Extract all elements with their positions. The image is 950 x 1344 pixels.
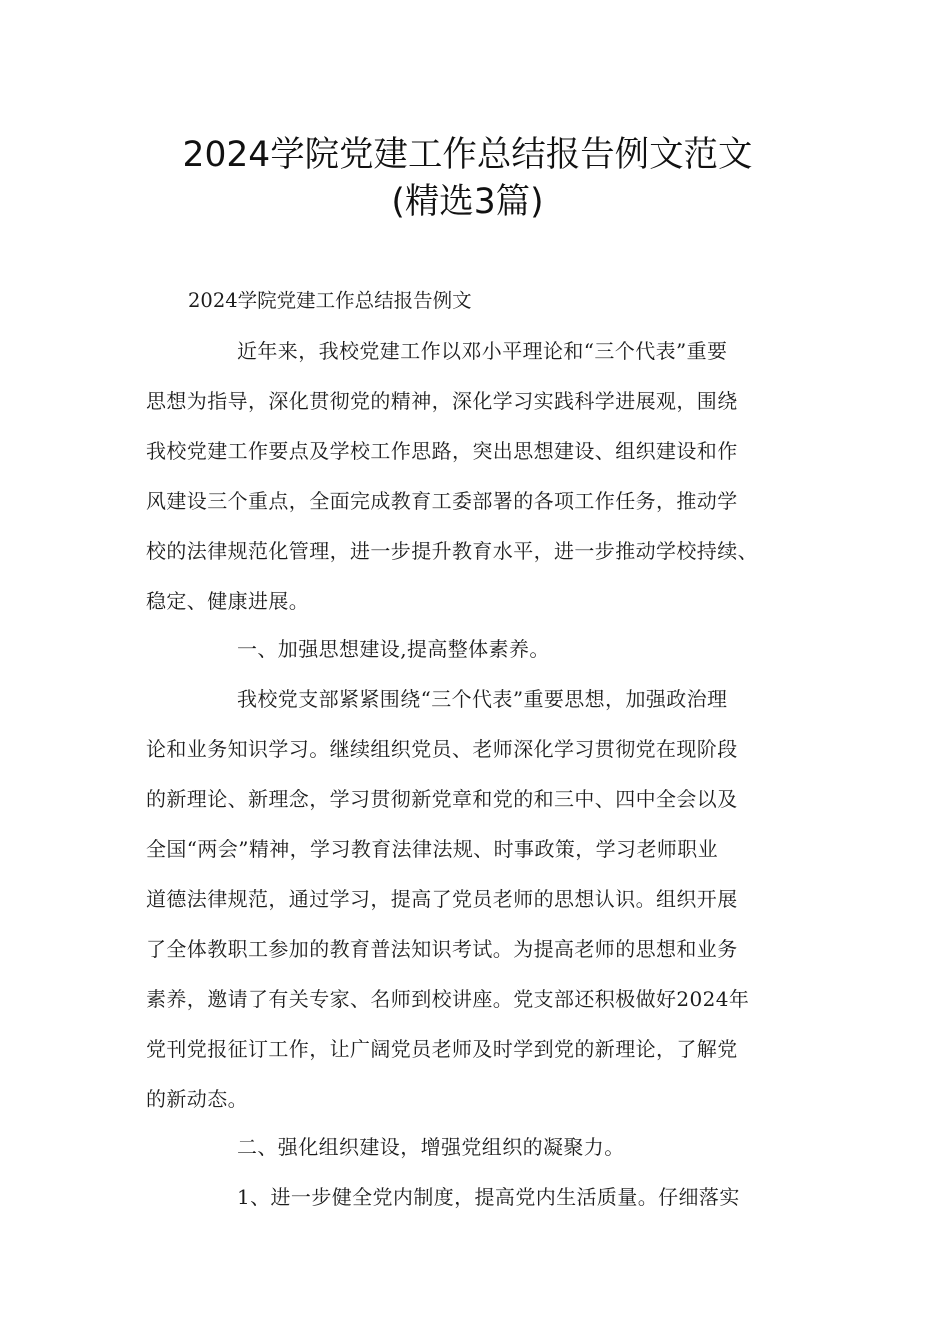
section-heading: 一、加强思想建设,提高整体素养。 [237, 637, 550, 661]
paragraph-line: 近年来，我校党建工作以邓小平理论和“三个代表”重要 [237, 339, 728, 363]
paragraph-line: 我校党支部紧紧围绕“三个代表”重要思想，加强政治理 [237, 687, 728, 711]
paragraph-line: 论和业务知识学习。继续组织党员、老师深化学习贯彻党在现阶段 [146, 737, 738, 761]
paragraph-line: 我校党建工作要点及学校工作思路，突出思想建设、组织建设和作 [146, 439, 738, 463]
paragraph-line: 全国“两会”精神，学习教育法律法规、时事政策，学习老师职业 [146, 837, 719, 861]
paragraph-line: 的新理论、新理念，学习贯彻新党章和党的和三中、四中全会以及 [146, 787, 738, 811]
paragraph-line: 1、进一步健全党内制度，提高党内生活质量。仔细落实 [237, 1185, 740, 1209]
paragraph-line: 的新动态。 [146, 1087, 248, 1111]
paragraph-line: 思想为指导，深化贯彻党的精神，深化学习实践科学进展观，围绕 [146, 389, 738, 413]
section-heading: 二、强化组织建设，增强党组织的凝聚力。 [237, 1135, 625, 1159]
paragraph-line: 校的法律规范化管理，进一步提升教育水平，进一步推动学校持续、 [146, 539, 758, 563]
paragraph-line: 道德法律规范，通过学习，提高了党员老师的思想认识。组织开展 [146, 887, 738, 911]
paragraph-line: 了全体教职工参加的教育普法知识考试。为提高老师的思想和业务 [146, 937, 738, 961]
section-heading: 2024学院党建工作总结报告例文 [188, 289, 472, 312]
paragraph-line: 党刊党报征订工作，让广阔党员老师及时学到党的新理论，了解党 [146, 1037, 738, 1061]
document-title: 2024学院党建工作总结报告例文范文 [182, 135, 753, 175]
document-title-suffix: (精选3篇) [391, 182, 544, 222]
paragraph-line: 风建设三个重点，全面完成教育工委部署的各项工作任务，推动学 [146, 489, 738, 513]
paragraph-line: 素养，邀请了有关专家、名师到校讲座。党支部还积极做好2024年 [146, 987, 750, 1011]
paragraph-line: 稳定、健康进展。 [146, 589, 310, 613]
